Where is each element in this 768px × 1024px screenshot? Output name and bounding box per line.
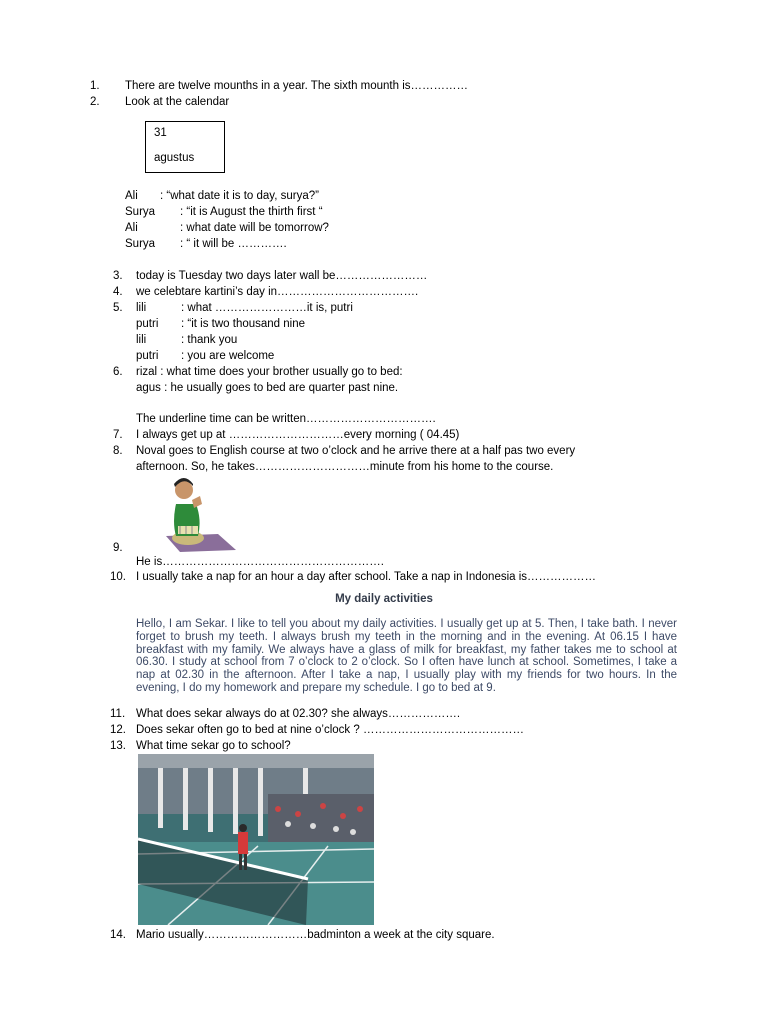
- question-number: 10.: [110, 571, 126, 583]
- speaker: Ali: [125, 190, 138, 202]
- dialog-line: : “what date it is to day, surya?”: [160, 190, 319, 202]
- question-number: 2.: [90, 96, 100, 108]
- calendar-box: [145, 121, 225, 173]
- dialog-line: : “it is August the thirth first “: [180, 206, 323, 218]
- question-text: I always get up at …………………………every morning ( 04.45): [136, 429, 460, 441]
- dialog-line: : what ……………………it is, putri: [181, 302, 353, 314]
- question-text: agus : he usually goes to bed are quarter past nine.: [136, 382, 399, 394]
- question-number: 12.: [110, 724, 126, 736]
- question-number: 4.: [113, 286, 123, 298]
- dialog-line: : you are welcome: [181, 350, 275, 362]
- question-text: What time sekar go to school?: [136, 740, 291, 752]
- question-number: 3.: [113, 270, 123, 282]
- speaker: Surya: [125, 206, 156, 218]
- question-number: 11.: [110, 708, 126, 720]
- reading-passage: Hello, I am Sekar. I like to tell you about my daily activities. I usually get up at 5. Then, I take bath. I never forget to brush my teeth. I always brush my teeth in the morning and in the evening. At 06.15 I have breakfast with my family. We always have a glass of milk for breakfast, my father takes me to school at 06.30. I study at school from 7 o’clock to 2 o’clock. So I often have lunch at school. Sometimes, I take a nap at 02.30 in the afternoon. After I take a nap, I usually play with my friends for two hours. In the evening, I do my homework and prepare my schedule. I go to bed at 9.: [136, 618, 677, 694]
- question-number: 13.: [110, 740, 126, 752]
- question-text: Mario usually………………………badminton a week at the city square.: [136, 929, 495, 941]
- speaker: lili: [136, 302, 147, 314]
- question-text: There are twelve mounths in a year. The sixth mounth is……………: [125, 80, 469, 92]
- question-text: Noval goes to English course at two o’clock and he arrive there at a half pas two every: [136, 445, 576, 457]
- question-text: rizal : what time does your brother usually go to bed:: [136, 366, 403, 378]
- question-text: afternoon. So, he takes…………………………minute from his home to the course.: [136, 461, 554, 473]
- question-number: 7.: [113, 429, 123, 441]
- praying-boy-illustration: [136, 474, 258, 552]
- question-text: Look at the calendar: [125, 96, 230, 108]
- question-number: 8.: [113, 445, 123, 457]
- reading-title: My daily activities: [335, 593, 433, 605]
- question-number: 1.: [90, 80, 100, 92]
- question-number: 6.: [113, 366, 123, 378]
- calendar-month: agustus: [154, 152, 195, 164]
- question-text: He is………………………………………………….: [136, 556, 384, 568]
- dialog-line: : thank you: [181, 334, 238, 346]
- question-number: 5.: [113, 302, 123, 314]
- speaker: lili: [136, 334, 147, 346]
- question-number: 9.: [113, 542, 123, 554]
- question-text: Does sekar often go to bed at nine o’clock ? ……………………………………: [136, 724, 524, 736]
- question-text: What does sekar always do at 02.30? she always……………….: [136, 708, 461, 720]
- speaker: putri: [136, 318, 159, 330]
- speaker: Ali: [125, 222, 138, 234]
- question-text: The underline time can be written…………………………….: [136, 413, 436, 425]
- question-text: today is Tuesday two days later wall be……………………: [136, 270, 428, 282]
- question-number: 14.: [110, 929, 126, 941]
- calendar-day: 31: [154, 127, 167, 139]
- dialog-line: : “it is two thousand nine: [181, 318, 306, 330]
- question-text: we celebtare kartini’s day in……………………………….: [136, 286, 419, 298]
- speaker: Surya: [125, 238, 156, 250]
- dialog-line: : what date will be tomorrow?: [180, 222, 329, 234]
- badminton-photo: [138, 754, 374, 925]
- speaker: putri: [136, 350, 159, 362]
- dialog-line: : “ it will be ………….: [180, 238, 287, 250]
- question-text: I usually take a nap for an hour a day after school. Take a nap in Indonesia is………………: [136, 571, 597, 583]
